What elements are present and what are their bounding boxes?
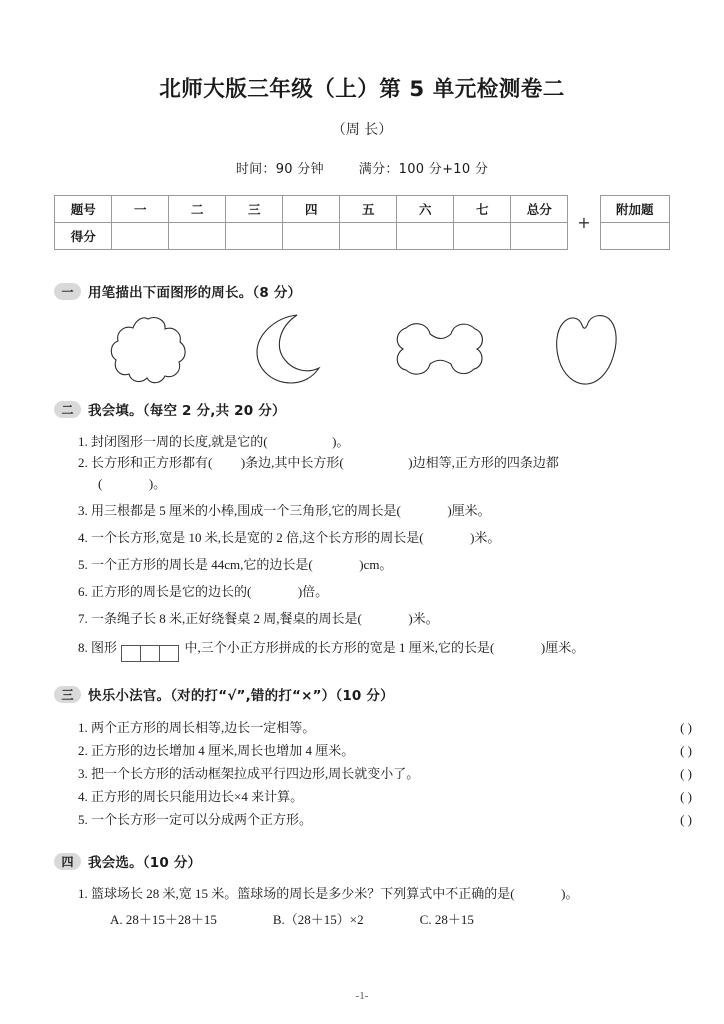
tf-q1-answer[interactable]: ( ) [680, 720, 692, 735]
flower-shape [104, 313, 192, 385]
three-squares-figure [122, 641, 179, 662]
score-col-2: 二 [169, 196, 226, 223]
fill-q1-number: 1. [78, 434, 88, 449]
score-table [54, 195, 568, 250]
fill-question-8 [0, 637, 724, 662]
bone-shape [388, 318, 492, 380]
mc-q1-option-a[interactable]: A. 28＋15＋28＋15 [110, 912, 217, 927]
extra-value-row [600, 223, 669, 250]
extra-score-cell[interactable] [600, 223, 669, 250]
fill-question-7 [0, 608, 724, 629]
fill-q8-text-c: )厘米。 [540, 640, 585, 655]
section-header-4 [0, 851, 724, 871]
tf-question-4 [0, 785, 724, 808]
fill-q7-text-b: )米。 [408, 611, 439, 626]
square-cell-3 [159, 645, 179, 662]
score-cell-5[interactable] [340, 223, 397, 250]
score-col-5: 五 [340, 196, 397, 223]
fill-in-questions [0, 431, 724, 662]
fill-q2-text-c: )边相等,正方形的四条边都 [408, 455, 559, 470]
score-col-3: 三 [226, 196, 283, 223]
score-table-value-row [55, 223, 568, 250]
mc-q1-option-b[interactable]: B.（28＋15）×2 [272, 912, 364, 927]
extra-question-table [600, 195, 670, 250]
tf-q2-number: 2. [78, 743, 88, 758]
tf-q5-body: 一个长方形一定可以分成两个正方形。 [91, 812, 313, 827]
plus-icon: + [577, 213, 591, 232]
tf-q4-body: 正方形的周长只能用边长×4 来计算。 [91, 789, 304, 804]
section-badge-2: 二 [54, 401, 81, 418]
tf-q3-number: 3. [78, 766, 88, 781]
tf-q2-text [78, 739, 354, 762]
tf-q5-number: 5. [78, 812, 88, 827]
score-cell-7[interactable] [454, 223, 511, 250]
fill-q6-text-a: 正方形的周长是它的边长的( [91, 584, 252, 599]
score-col-1: 一 [112, 196, 169, 223]
extra-header-row [600, 196, 669, 223]
fill-q4-number: 4. [78, 530, 88, 545]
fill-q3-text-a: 用三根都是 5 厘米的小棒,围成一个三角形,它的周长是( [91, 503, 401, 518]
fill-q4-text-b: )米。 [470, 530, 501, 545]
section-title-3: 快乐小法官。（对的打“√”,错的打“×”）（10 分） [88, 688, 394, 704]
fill-question-6 [0, 581, 724, 602]
fill-question-5 [0, 554, 724, 575]
section-badge-1: 一 [54, 283, 81, 300]
tf-question-2 [0, 739, 724, 762]
tf-q3-text [78, 762, 419, 785]
score-cell-1[interactable] [112, 223, 169, 250]
fill-question-1 [0, 431, 724, 452]
multiple-choice-questions [0, 883, 724, 931]
fill-q1-text-a: 封闭图形一周的长度,就是它的( [91, 434, 268, 449]
fill-q8-text-a: 图形 [91, 640, 118, 655]
page-title: 北师大版三年级（上）第 5 单元检测卷二 [159, 77, 565, 102]
true-false-questions [0, 716, 724, 831]
fill-q4-text-a: 一个长方形,宽是 10 米,长是宽的 2 倍,这个长方形的周长是( [91, 530, 424, 545]
tf-q2-answer[interactable]: ( ) [680, 743, 692, 758]
fill-q2-text-d: ( [98, 476, 103, 491]
tf-q1-text [78, 716, 315, 739]
fill-q7-number: 7. [78, 611, 88, 626]
tf-q4-text [78, 785, 303, 808]
score-cell-4[interactable] [283, 223, 340, 250]
fill-q2-text-e: )。 [148, 476, 167, 491]
tf-q1-number: 1. [78, 720, 88, 735]
tf-q3-answer[interactable]: ( ) [680, 766, 692, 781]
fill-q8-text-b: 中,三个小正方形拼成的长方形的宽是 1 厘米,它的长是( [184, 640, 495, 655]
tf-q4-number: 4. [78, 789, 88, 804]
score-col-4: 四 [283, 196, 340, 223]
fill-question-2 [0, 452, 724, 473]
fill-q5-text-b: )cm。 [359, 557, 393, 572]
mc-q1-options [0, 909, 724, 931]
fill-q2-number: 2. [78, 455, 88, 470]
score-col-total: 总分 [511, 196, 568, 223]
fill-q3-number: 3. [78, 503, 88, 518]
section-header-1 [0, 281, 724, 301]
fill-q2-text-a: 长方形和正方形都有( [91, 455, 213, 470]
heart-shape [551, 311, 621, 387]
section-title-4: 我会选。（10 分） [88, 855, 202, 871]
score-table-row [0, 195, 724, 250]
mc-q1-text-b: )。 [561, 886, 579, 901]
score-cell-2[interactable] [169, 223, 226, 250]
tf-q3-body: 把一个长方形的活动框架拉成平行四边形,周长就变小了。 [91, 766, 420, 781]
fill-q2-text-b: )条边,其中长方形( [240, 455, 344, 470]
score-cell-total[interactable] [511, 223, 568, 250]
fill-q7-text-a: 一条绳子长 8 米,正好绕餐桌 2 周,餐桌的周长是( [91, 611, 362, 626]
mc-q1-text-a: 篮球场长 28 米,宽 15 米。篮球场的周长是多少米？下列算式中不正确的是( [91, 886, 515, 901]
exam-meta [0, 139, 724, 177]
section-header-2 [0, 399, 724, 419]
total-score-label: 满分：100 分+10 分 [358, 162, 489, 177]
crescent-moon-shape [251, 312, 329, 386]
fill-q6-number: 6. [78, 584, 88, 599]
tf-q4-answer[interactable]: ( ) [680, 789, 692, 804]
score-col-7: 七 [454, 196, 511, 223]
mc-q1-option-c[interactable]: C. 28＋15 [419, 912, 474, 927]
section-title-2: 我会填。（每空 2 分,共 20 分） [88, 403, 286, 419]
section-header-3 [0, 684, 724, 704]
tf-question-1 [0, 716, 724, 739]
tf-question-3 [0, 762, 724, 785]
tf-q2-body: 正方形的边长增加 4 厘米,周长也增加 4 厘米。 [91, 743, 355, 758]
time-limit-label: 时间：90 分钟 [235, 162, 324, 177]
square-cell-1 [121, 645, 141, 662]
mc-question-1 [0, 883, 724, 904]
shapes-row [0, 307, 724, 391]
section-badge-4: 四 [54, 853, 81, 870]
tf-q1-body: 两个正方形的周长相等,边长一定相等。 [91, 720, 316, 735]
score-table-row-label-0: 题号 [55, 196, 112, 223]
fill-q1-text-b: )。 [332, 434, 350, 449]
fill-q3-text-b: )厘米。 [447, 503, 491, 518]
fill-q5-text-a: 一个正方形的周长是 44cm,它的边长是( [91, 557, 313, 572]
tf-q5-text [78, 808, 312, 831]
score-col-6: 六 [397, 196, 454, 223]
page-subtitle: （周 长） [331, 122, 393, 138]
square-cell-2 [140, 645, 160, 662]
tf-q5-answer[interactable]: ( ) [680, 812, 692, 827]
section-badge-3: 三 [54, 686, 81, 703]
fill-question-4 [0, 527, 724, 548]
fill-q8-number: 8. [78, 640, 88, 655]
extra-question-label: 附加题 [600, 196, 669, 223]
section-title-1: 用笔描出下面图形的周长。（8 分） [88, 285, 302, 301]
score-cell-3[interactable] [226, 223, 283, 250]
page-number: -1- [355, 990, 369, 1002]
fill-q6-text-b: )倍。 [297, 584, 329, 599]
score-table-row-label-1: 得分 [55, 223, 112, 250]
tf-question-5 [0, 808, 724, 831]
score-cell-6[interactable] [397, 223, 454, 250]
mc-q1-number: 1. [78, 886, 88, 901]
score-table-header-row [55, 196, 568, 223]
fill-question-2-cont [0, 473, 724, 494]
fill-question-3 [0, 500, 724, 521]
fill-q5-number: 5. [78, 557, 88, 572]
